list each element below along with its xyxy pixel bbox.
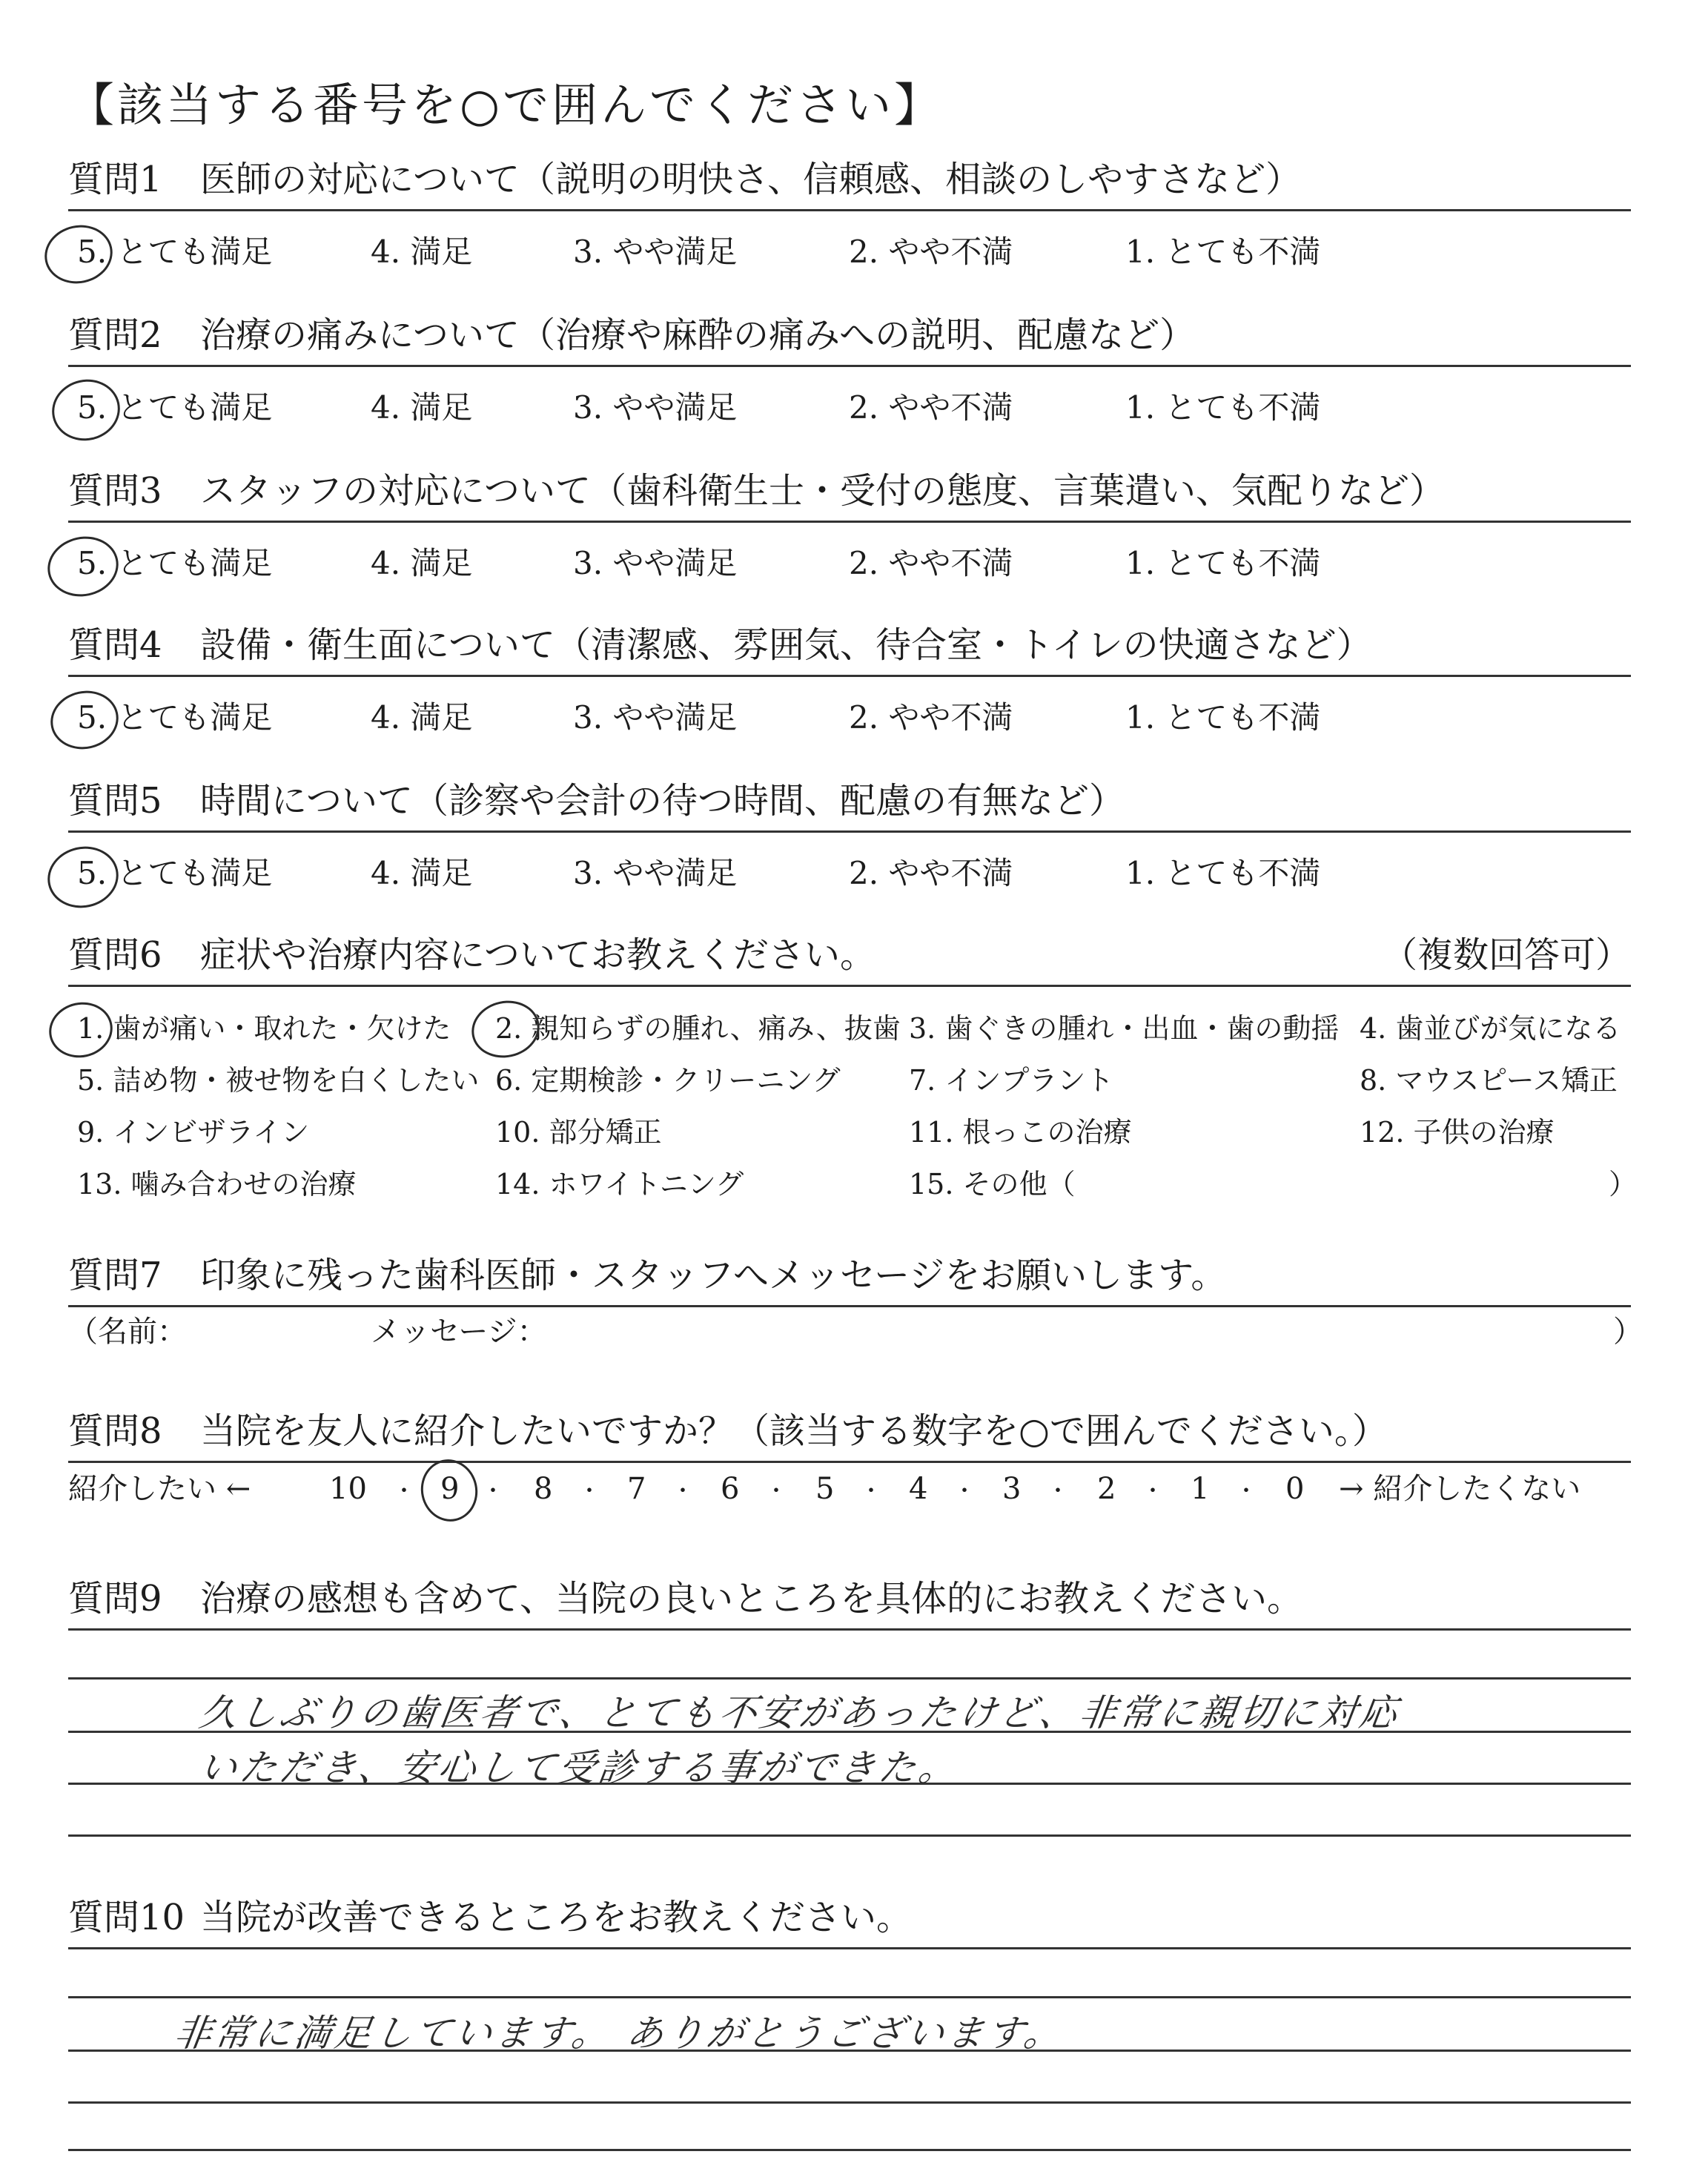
scale-separator: ・: [393, 1479, 415, 1505]
q6-option-15-close: ）: [1609, 1168, 1638, 1200]
question-5-label: 質問5: [68, 780, 162, 822]
scale-8[interactable]: 8: [534, 1472, 553, 1506]
q6-option-6[interactable]: 6. 定期検診・クリーニング: [495, 1064, 841, 1097]
q3-option-3[interactable]: 3. やや満足: [573, 545, 738, 581]
question-4-text: 設備・衛生面について（清潔感、雰囲気、待合室・トイレの快適さなど）: [200, 624, 1372, 666]
question-2-text: 治療の痛みについて（治療や麻酔の痛みへの説明、配慮など）: [200, 314, 1196, 356]
question-6-label: 質問6: [68, 934, 162, 976]
q1-option-4[interactable]: 4. 満足: [371, 234, 473, 270]
q4-option-1[interactable]: 1. とても不満: [1125, 699, 1321, 736]
q10-answer-line: [68, 1996, 1631, 1998]
q5-answer-circle: [42, 840, 125, 914]
q6-option-5[interactable]: 5. 詰め物・被せ物を白くしたい: [77, 1064, 480, 1097]
question-2-label: 質問2: [68, 314, 162, 356]
question-10-heading: [68, 1895, 1631, 1949]
message-field-label[interactable]: メッセージ：: [371, 1315, 547, 1349]
q3-option-1[interactable]: 1. とても不満: [1125, 545, 1321, 581]
q2-option-1[interactable]: 1. とても不満: [1125, 389, 1321, 426]
q4-option-2[interactable]: 2. やや不満: [849, 699, 1013, 736]
scale-separator: ・: [860, 1479, 882, 1505]
question-3-label: 質問3: [68, 470, 162, 512]
question-9-text: 治療の感想も含めて、当院の良いところを具体的にお教えください。: [200, 1578, 1303, 1619]
q8-answer-circle: [415, 1454, 483, 1527]
q9-handwritten-answer-line-1[interactable]: 久しぶりの歯医者で、とても不安があったけど、非常に親切に対応: [196, 1691, 1403, 1734]
q6-option-2[interactable]: 2. 親知らずの腫れ、痛み、抜歯: [495, 1012, 901, 1045]
question-5-heading: [68, 779, 1631, 833]
q9-answer-line: [68, 1677, 1631, 1680]
scale-9[interactable]: 9: [440, 1472, 460, 1506]
q6-option-12[interactable]: 12. 子供の治療: [1360, 1116, 1555, 1149]
question-7-heading: [68, 1253, 1631, 1307]
q10-answer-line: [68, 2149, 1631, 2151]
q10-answer-line: [68, 2101, 1631, 2104]
q4-option-3[interactable]: 3. やや満足: [573, 699, 738, 736]
q6-option-7[interactable]: 7. インプラント: [909, 1064, 1114, 1097]
q3-option-2[interactable]: 2. やや不満: [849, 545, 1013, 581]
question-3-text: スタッフの対応について（歯科衛生士・受付の態度、言葉遣い、気配りなど）: [200, 470, 1446, 512]
q6-option-15[interactable]: 15. その他（: [909, 1168, 1076, 1200]
question-1-options: [0, 231, 1708, 276]
name-field-label[interactable]: （名前：: [68, 1315, 187, 1349]
q2-answer-circle: [46, 373, 125, 446]
scale-1[interactable]: 1: [1191, 1472, 1210, 1506]
q1-option-3[interactable]: 3. やや満足: [573, 234, 738, 270]
q6-option-4[interactable]: 4. 歯並びが気になる: [1360, 1012, 1621, 1045]
q5-option-4[interactable]: 4. 満足: [371, 855, 473, 891]
scale-5[interactable]: 5: [815, 1472, 835, 1506]
q5-option-3[interactable]: 3. やや満足: [573, 855, 738, 891]
q6-option-11[interactable]: 11. 根っこの治療: [909, 1116, 1132, 1149]
scale-separator: ・: [1142, 1479, 1164, 1505]
scale-separator: ・: [578, 1479, 600, 1505]
scale-separator: ・: [765, 1479, 787, 1505]
question-9-label: 質問9: [68, 1578, 162, 1619]
question-1-text: 医師の対応について（説明の明快さ、信頼感、相談のしやすさなど）: [200, 159, 1302, 200]
q4-option-4[interactable]: 4. 満足: [371, 699, 473, 736]
question-8-label: 質問8: [68, 1410, 162, 1452]
q9-answer-line: [68, 1834, 1631, 1837]
page-title: 【該当する番号を○で囲んでください】: [68, 78, 944, 132]
multiple-answers-note: （複数回答可）: [1381, 934, 1631, 976]
q6-answer-circle-2: [466, 994, 545, 1063]
scale-separator: ・: [1047, 1479, 1069, 1505]
question-9-heading: [68, 1576, 1631, 1631]
scale-left-label: 紹介したい ←: [68, 1472, 251, 1506]
q2-option-4[interactable]: 4. 満足: [371, 389, 473, 426]
question-7-label: 質問7: [68, 1255, 162, 1296]
q2-option-3[interactable]: 3. やや満足: [573, 389, 738, 426]
q6-option-9[interactable]: 9. インビザライン: [77, 1116, 310, 1149]
question-4-heading: [68, 623, 1631, 677]
question-2-heading: [68, 313, 1631, 367]
question-1-heading: [68, 157, 1631, 211]
question-8-heading: [68, 1409, 1631, 1463]
question-5-text: 時間について（診察や会計の待つ時間、配慮の有無など）: [200, 780, 1125, 822]
q5-option-5[interactable]: 5. とても満足: [77, 855, 273, 891]
q6-answer-circle-1: [44, 997, 118, 1063]
question-4-label: 質問4: [68, 624, 162, 666]
scale-separator: ・: [1235, 1479, 1257, 1505]
q9-handwritten-answer-line-2[interactable]: いただき、安心して受診する事ができた。: [196, 1746, 962, 1789]
scale-separator: ・: [482, 1479, 504, 1505]
q1-option-1[interactable]: 1. とても不満: [1125, 234, 1321, 270]
scale-6[interactable]: 6: [721, 1472, 740, 1506]
scale-7[interactable]: 7: [627, 1472, 646, 1506]
q3-answer-circle: [42, 530, 125, 603]
q2-option-2[interactable]: 2. やや不満: [849, 389, 1013, 426]
q6-option-10[interactable]: 10. 部分矯正: [495, 1116, 662, 1149]
q1-option-2[interactable]: 2. やや不満: [849, 234, 1013, 270]
scale-3[interactable]: 3: [1002, 1472, 1022, 1506]
q6-option-14[interactable]: 14. ホワイトニング: [495, 1168, 744, 1200]
question-7-text: 印象に残った歯科医師・スタッフへメッセージをお願いします。: [200, 1255, 1227, 1296]
scale-separator: ・: [672, 1479, 694, 1505]
question-2-options: [0, 387, 1708, 432]
q6-option-8[interactable]: 8. マウスピース矯正: [1360, 1064, 1618, 1097]
scale-10[interactable]: 10: [329, 1472, 367, 1506]
question-10-label: 質問10: [68, 1897, 185, 1938]
q5-option-2[interactable]: 2. やや不満: [849, 855, 1013, 891]
scale-2[interactable]: 2: [1097, 1472, 1116, 1506]
scale-0[interactable]: 0: [1285, 1472, 1305, 1506]
question-10-text: 当院が改善できるところをお教えください。: [200, 1897, 913, 1938]
q4-answer-circle: [45, 684, 124, 755]
scale-separator: ・: [953, 1479, 976, 1505]
question-3-heading: [68, 469, 1631, 523]
question-6-text: 症状や治療内容についてお教えください。: [200, 934, 876, 976]
question-8-text: 当院を友人に紹介したいですか？（該当する数字を○で囲んでください。）: [200, 1410, 1388, 1452]
q2-option-5[interactable]: 5. とても満足: [77, 389, 273, 426]
q6-option-3[interactable]: 3. 歯ぐきの腫れ・出血・歯の動揺: [909, 1012, 1340, 1045]
q3-option-5[interactable]: 5. とても満足: [77, 545, 273, 581]
q7-close-paren: ）: [1613, 1315, 1643, 1349]
scale-4[interactable]: 4: [909, 1472, 928, 1506]
q6-option-13[interactable]: 13. 噛み合わせの治療: [77, 1168, 357, 1200]
question-6-heading: [68, 933, 1631, 987]
q10-handwritten-answer[interactable]: 非常に満足しています。 ありがとうございます。: [171, 2012, 1068, 2055]
question-4-options: [0, 697, 1708, 742]
question-3-options: [0, 543, 1708, 587]
q3-option-4[interactable]: 4. 満足: [371, 545, 473, 581]
q4-option-5[interactable]: 5. とても満足: [77, 699, 273, 736]
q6-option-1[interactable]: 1. 歯が痛い・取れた・欠けた: [77, 1012, 451, 1045]
question-5-options: [0, 853, 1708, 897]
q1-answer-circle: [39, 219, 118, 289]
scale-right-label: → 紹介したくない: [1339, 1472, 1581, 1506]
q5-option-1[interactable]: 1. とても不満: [1125, 855, 1321, 891]
q1-option-5[interactable]: 5. とても満足: [77, 234, 273, 270]
question-1-label: 質問1: [68, 159, 162, 200]
